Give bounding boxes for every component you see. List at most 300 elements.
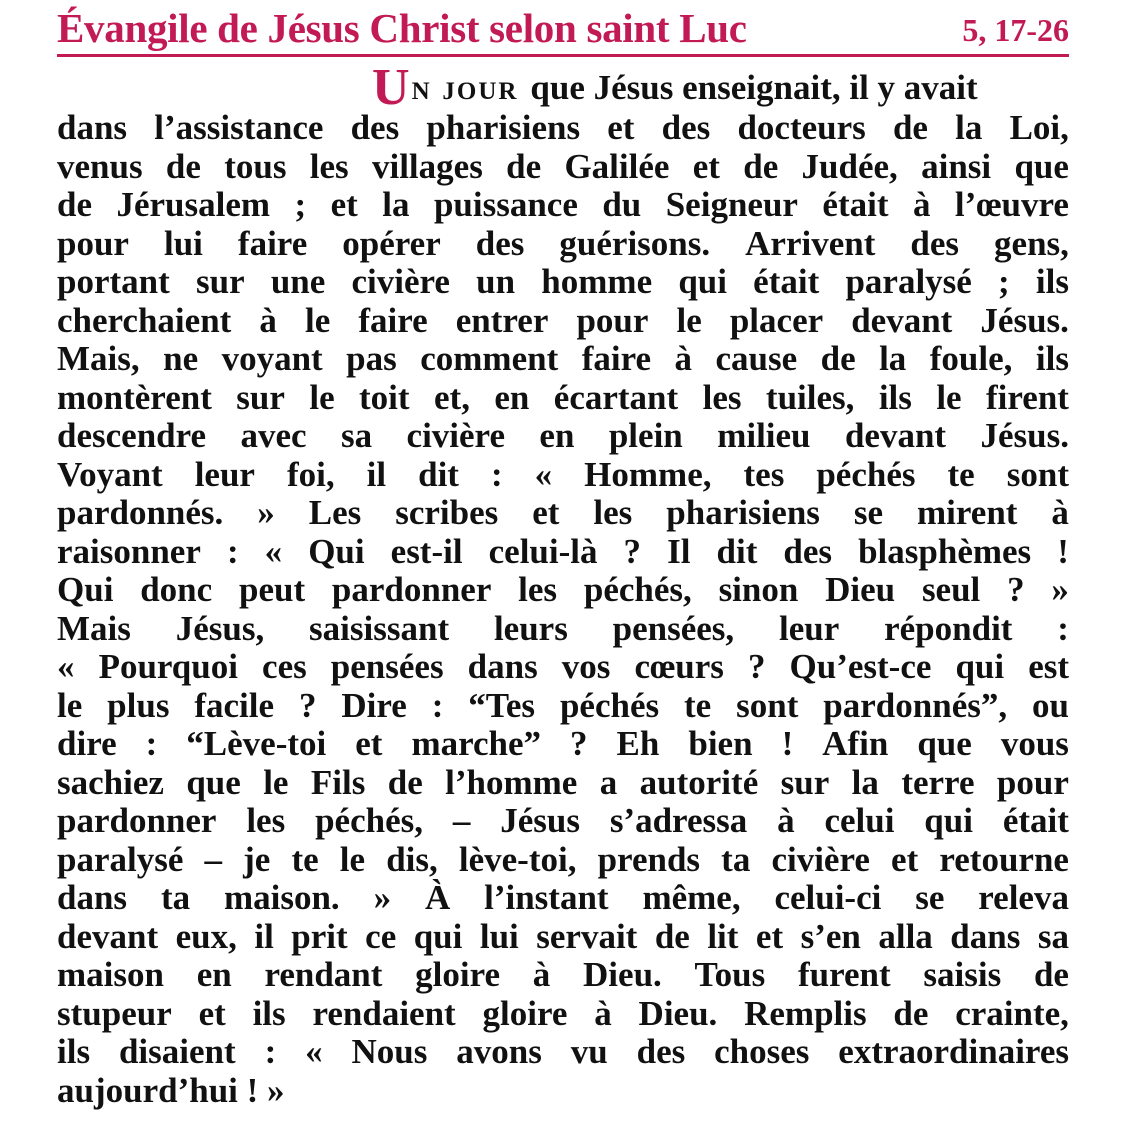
word: les — [593, 493, 633, 532]
word: les — [246, 801, 286, 840]
word: Jésus. — [980, 300, 1069, 340]
word: et — [330, 185, 358, 224]
word: en — [494, 377, 530, 417]
drop-cap: U — [372, 59, 410, 116]
passage-line — [57, 456, 1069, 495]
word: de — [820, 339, 856, 378]
word: peut — [238, 570, 306, 609]
passage-line — [57, 995, 1069, 1034]
word: pardonnés. — [57, 493, 224, 532]
word: descendre — [57, 416, 207, 455]
word: guérisons. — [559, 223, 711, 263]
word: paralysé — [57, 839, 184, 879]
passage-line — [57, 379, 1069, 418]
word: retourne — [939, 839, 1069, 879]
word: de — [1033, 955, 1069, 994]
word: Seigneur — [665, 185, 798, 224]
word: et — [198, 993, 226, 1033]
word: des — [783, 531, 833, 571]
word: la — [851, 762, 879, 802]
word: ainsi — [921, 146, 992, 186]
word: des — [350, 108, 400, 147]
word: Fils — [310, 762, 366, 802]
word: celui-ci — [774, 878, 882, 917]
word: la — [879, 339, 907, 378]
word: sachiez — [57, 762, 164, 802]
word: tous — [224, 146, 287, 186]
word: et — [891, 839, 919, 879]
word: écartant — [553, 377, 679, 417]
word: « — [57, 647, 75, 686]
word: : — [1057, 608, 1069, 648]
word: qui — [413, 916, 463, 956]
word: pour — [57, 223, 129, 263]
word: pas — [346, 339, 397, 378]
word: Judée, — [801, 146, 898, 186]
word: homme — [541, 262, 653, 301]
word: disaient — [118, 1032, 236, 1071]
line-text: que Jésus enseignait, il y avait — [530, 68, 978, 107]
word: stupeur — [57, 993, 172, 1033]
word: milieu — [717, 416, 811, 455]
word: à — [594, 993, 612, 1033]
word: et — [692, 146, 720, 186]
passage-line — [57, 648, 1069, 687]
word: civière — [406, 416, 505, 455]
word: leurs — [493, 608, 568, 648]
word: la — [955, 108, 983, 147]
word: autorité — [639, 762, 759, 802]
passage-text — [57, 59, 1069, 1110]
word: sa — [1037, 916, 1069, 956]
word: et — [532, 493, 560, 532]
word: que — [186, 762, 241, 802]
word: À — [424, 878, 451, 917]
page — [57, 0, 1069, 1110]
word: Voyant — [57, 454, 163, 494]
word: péchés, — [315, 801, 423, 840]
word: paralysé — [845, 262, 972, 301]
word: est — [1028, 647, 1069, 686]
word: péchés — [559, 685, 660, 725]
word: crainte, — [955, 993, 1069, 1033]
word: en — [539, 416, 575, 455]
word: bien — [688, 724, 753, 763]
word: Afin — [822, 724, 889, 763]
word: civière — [771, 839, 870, 879]
word: à — [1051, 493, 1069, 532]
word: du — [602, 185, 642, 224]
word: répondit — [884, 608, 1013, 648]
passage-line — [57, 918, 1069, 957]
word: marche” — [411, 724, 542, 763]
word: le — [309, 377, 335, 417]
word: pharisiens — [666, 493, 820, 532]
word: les — [309, 146, 349, 186]
word: dans — [57, 878, 128, 917]
word: sur — [236, 377, 285, 417]
word: eux, — [175, 916, 237, 956]
word: avons — [456, 1032, 542, 1071]
word: civière — [351, 262, 450, 301]
word: Il — [667, 531, 691, 571]
word: facile — [194, 685, 275, 725]
word: faire — [237, 223, 308, 263]
word: un — [476, 262, 516, 301]
word: “Lève-toi — [186, 724, 327, 763]
word: était — [822, 185, 889, 224]
word: il — [254, 916, 274, 956]
word: des — [661, 108, 711, 147]
passage-line — [57, 148, 1069, 187]
word: sur — [195, 262, 245, 301]
passage-line — [57, 879, 1069, 918]
passage-line — [57, 109, 1069, 148]
word: ils — [57, 1032, 91, 1071]
word: « — [305, 1032, 323, 1071]
word: Dieu. — [638, 993, 718, 1033]
word: le — [339, 839, 366, 879]
passage-line: aujourd’hui ! » — [57, 1070, 285, 1110]
word: Eh — [616, 724, 660, 763]
word: opérer — [342, 223, 441, 263]
word: qui — [955, 647, 1005, 686]
word: gens, — [994, 223, 1069, 263]
word: de — [57, 185, 92, 224]
word: prends — [597, 839, 701, 879]
word: vos — [561, 647, 611, 686]
word: ils — [1035, 262, 1069, 301]
passage-line — [57, 533, 1069, 572]
header — [57, 0, 1069, 57]
word: le — [57, 685, 83, 725]
word: ne — [163, 339, 199, 378]
word: prit — [291, 916, 348, 956]
word: des — [475, 223, 525, 263]
word: pardonner — [331, 570, 492, 609]
word: ? — [747, 647, 766, 686]
word: ; — [998, 262, 1010, 301]
word: ou — [1032, 685, 1069, 725]
word: que — [917, 724, 972, 763]
word: ils — [878, 377, 912, 417]
word: rendant — [264, 955, 383, 994]
word: placer — [729, 300, 824, 340]
word: pensées, — [612, 608, 735, 648]
word: Dieu — [825, 570, 896, 609]
word: dans — [57, 108, 128, 147]
word: cause — [715, 339, 798, 378]
word: rendaient — [312, 993, 456, 1033]
passage-line — [57, 725, 1069, 764]
word: foule, — [929, 339, 1013, 378]
word: le — [676, 300, 702, 340]
word: » — [257, 493, 275, 532]
word: tes — [743, 454, 785, 494]
word: te — [947, 454, 975, 494]
word: puissance — [433, 185, 578, 224]
word: pardonner — [57, 801, 217, 840]
word: pardonnés”, — [823, 685, 1008, 725]
word: Loi, — [1009, 108, 1069, 147]
word: des — [636, 1032, 686, 1071]
word: de — [892, 108, 928, 147]
word: était — [1002, 801, 1069, 840]
word: se — [853, 493, 884, 532]
word: de — [743, 146, 779, 186]
word: sont — [736, 685, 799, 725]
word: gloire — [482, 993, 568, 1033]
passage-line — [57, 764, 1069, 803]
word: Galilée — [564, 146, 670, 186]
page-title: Évangile de Jésus Christ selon saint Luc — [57, 5, 747, 51]
word: voyant — [221, 339, 323, 378]
word: le — [936, 377, 962, 417]
word: blasphèmes — [858, 531, 1032, 571]
word: à — [674, 339, 693, 378]
word: releva — [978, 878, 1069, 917]
word: dis, — [386, 839, 438, 879]
word: donc — [140, 570, 213, 609]
word: je — [243, 839, 271, 879]
word: maison — [57, 955, 164, 994]
word: Arrivent — [745, 223, 876, 263]
word: lui — [479, 916, 519, 956]
passage-line — [57, 956, 1069, 995]
word: Qui — [57, 570, 114, 609]
word: Les — [308, 493, 362, 532]
word: : — [264, 1032, 277, 1071]
word: mirent — [917, 493, 1018, 532]
word: sa — [340, 416, 373, 455]
word: » — [373, 878, 392, 917]
word: devant — [57, 916, 159, 956]
word: foi, — [286, 454, 335, 494]
word: dire — [57, 724, 117, 763]
word: en — [196, 955, 232, 994]
word: Dire — [341, 685, 407, 725]
word: ? — [570, 724, 588, 763]
word: de — [506, 146, 542, 186]
word: dit — [418, 454, 459, 494]
word: à — [912, 185, 931, 224]
word: les — [518, 570, 558, 609]
word: toit — [359, 377, 410, 417]
word: l’assistance — [154, 108, 324, 147]
word: ta — [721, 839, 751, 879]
word: villages — [371, 146, 483, 186]
passage-line — [57, 225, 1069, 264]
word: de — [654, 916, 690, 956]
word: : — [145, 724, 158, 763]
word: tuiles, — [765, 377, 855, 417]
word: – — [452, 801, 471, 840]
scripture-reference: 5, 17-26 — [962, 12, 1069, 48]
word: et — [607, 108, 635, 147]
word: choses — [714, 1032, 810, 1071]
passage-line — [57, 1033, 1069, 1072]
word: cœurs — [634, 647, 724, 686]
word: ! — [1057, 531, 1069, 571]
word: l’homme — [445, 762, 578, 802]
word: saisis — [923, 955, 1002, 994]
word: leur — [779, 608, 840, 648]
word: scribes — [395, 493, 499, 532]
passage-line — [57, 59, 1069, 116]
word: pour — [576, 300, 649, 340]
passage-line — [57, 802, 1069, 841]
word: Jésus. — [980, 416, 1069, 455]
word: ces — [262, 647, 307, 686]
word: : — [431, 685, 444, 725]
word: « — [534, 454, 553, 494]
word: ? — [623, 531, 642, 571]
word: raisonner — [57, 531, 201, 571]
word: devant — [844, 416, 947, 455]
word: celui — [824, 801, 895, 840]
word: les — [702, 377, 742, 417]
word: vu — [570, 1032, 608, 1071]
word: a — [599, 762, 618, 802]
word: était — [753, 262, 820, 301]
word: venus — [57, 146, 143, 186]
word: : — [226, 531, 239, 571]
word: – — [204, 839, 223, 879]
word: faire — [358, 300, 428, 340]
word: sur — [780, 762, 830, 802]
word: le — [304, 300, 331, 340]
word: te — [291, 839, 319, 879]
word: alla — [878, 916, 933, 956]
word: entrer — [455, 300, 549, 340]
word: portant — [57, 262, 170, 301]
word: devant — [851, 300, 953, 340]
word: docteurs — [737, 108, 866, 147]
word: sont — [1006, 454, 1069, 494]
passage-line — [57, 494, 1069, 533]
word: dans — [467, 647, 538, 686]
word: de — [165, 146, 201, 186]
word: firent — [986, 377, 1069, 417]
word: péchés — [816, 454, 916, 494]
word: des — [910, 223, 960, 263]
word: Jésus, — [175, 608, 265, 648]
word: l’instant — [484, 878, 609, 917]
word: saisissant — [309, 608, 450, 648]
word: et — [755, 916, 784, 956]
word: montèrent — [57, 377, 212, 417]
word: « — [264, 531, 283, 571]
word: que — [1014, 146, 1069, 186]
word: vous — [1000, 724, 1069, 763]
word: Homme, — [584, 454, 712, 494]
word: est-il — [390, 531, 463, 571]
passage-line — [57, 687, 1069, 726]
word: Remplis — [744, 993, 867, 1033]
word: Qu’est-ce — [789, 647, 932, 686]
word: et, — [434, 377, 470, 417]
passage-line — [57, 186, 1069, 225]
word: lui — [163, 223, 203, 263]
word: comment — [420, 339, 559, 378]
word: le — [263, 762, 289, 802]
passage-line — [57, 571, 1069, 610]
word: de — [893, 993, 929, 1033]
word: ils — [1035, 339, 1069, 378]
opening-smallcaps: n jour — [411, 68, 519, 107]
word: ; — [294, 185, 307, 224]
word: avec — [240, 416, 307, 455]
word: maison. — [223, 878, 340, 917]
passage-line — [57, 340, 1069, 379]
word: dans — [950, 916, 1021, 956]
word: Nous — [351, 1032, 428, 1071]
word: une — [270, 262, 326, 301]
word: terre — [901, 762, 975, 802]
word: Qui — [308, 531, 365, 571]
word: la — [382, 185, 410, 224]
word: » — [1051, 570, 1069, 609]
word: extraordinaires — [838, 1032, 1069, 1071]
word: Pourquoi — [98, 647, 238, 686]
passage-line — [57, 841, 1069, 880]
word: pensées — [330, 647, 444, 686]
word: dit — [716, 531, 758, 571]
word: faire — [581, 339, 652, 378]
word: ils — [252, 993, 286, 1033]
word: sinon — [718, 570, 799, 609]
word: te — [684, 685, 712, 725]
word: ! — [781, 724, 794, 763]
word: “Tes — [468, 685, 536, 725]
passage-line — [57, 263, 1069, 302]
word: à — [777, 801, 795, 840]
word: pour — [996, 762, 1069, 802]
word: ta — [160, 878, 191, 917]
word: pharisiens — [426, 108, 581, 147]
word: l’œuvre — [954, 185, 1069, 224]
word: qui — [678, 262, 727, 301]
word: se — [915, 878, 945, 917]
word: Dieu. — [583, 955, 662, 994]
word: péchés, — [583, 570, 692, 609]
word: Mais — [57, 608, 131, 648]
word: s’en — [800, 916, 861, 956]
word: ? — [298, 685, 317, 725]
word: s’adressa — [609, 801, 748, 840]
word: : — [490, 454, 503, 494]
word: Mais, — [57, 339, 140, 378]
word: leur — [194, 454, 255, 494]
word: cherchaient — [57, 300, 232, 340]
word: et — [355, 724, 383, 763]
word: Tous — [694, 955, 766, 994]
passage-line — [57, 610, 1069, 649]
word: qui — [924, 801, 973, 840]
word: Jérusalem — [116, 185, 271, 224]
passage-line — [57, 302, 1069, 341]
word: lève-toi, — [458, 839, 577, 879]
word: lit — [707, 916, 739, 956]
word: servait — [536, 916, 638, 956]
word: même, — [642, 878, 741, 917]
word: à — [532, 955, 551, 994]
word: ? — [1007, 570, 1025, 609]
word: gloire — [415, 955, 501, 994]
word: furent — [797, 955, 891, 994]
word: à — [259, 300, 277, 340]
word: celui-là — [488, 531, 598, 571]
